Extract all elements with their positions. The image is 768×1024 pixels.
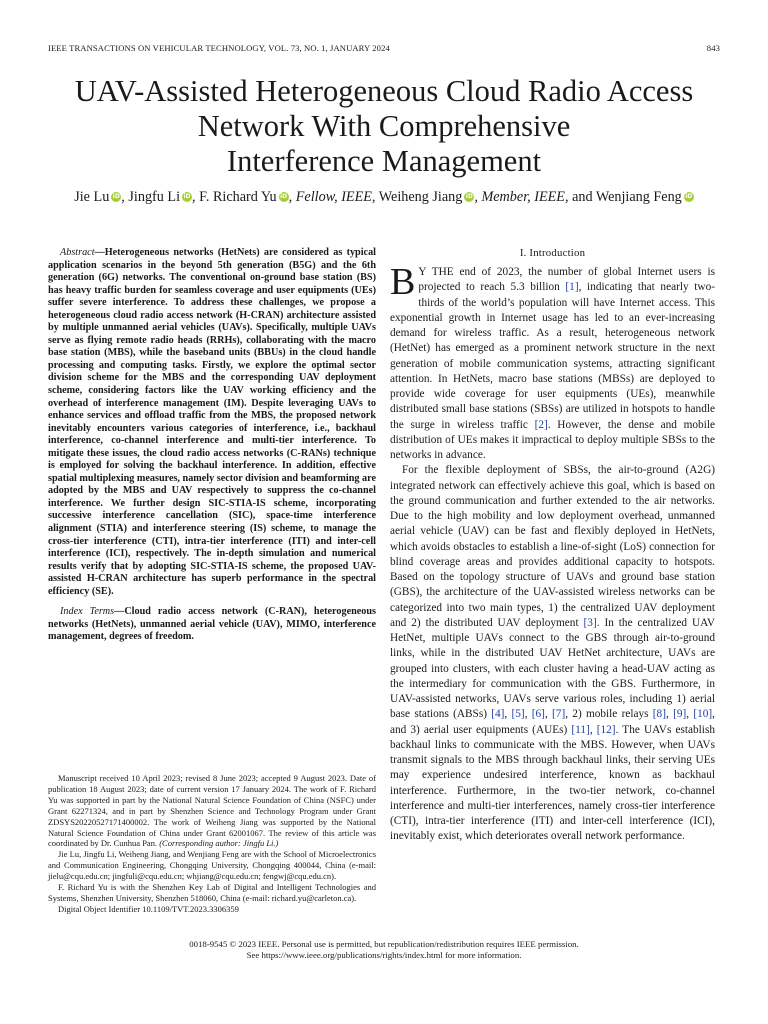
author-name: Wenjiang Feng [595,189,682,205]
paper-title [40,74,728,179]
running-head [48,43,720,53]
abstract-text: Heterogeneous networks (HetNets) are considered as typical application scenarios in the beyond 5th generation (B5G) and the 6th generation (6G) networks. The conventional on-ground base station (BS) has heavy traffic burden for seamless coverage and user equipments (UEs) suffer severe interference. To address these challenges, we propose a heterogeneous cloud radio access network (H-CRAN) architecture assisted by multiple unmanned aerial vehicles (UAVs). Specifically, multiple UAVs serve as flying remote radio heads (RRHs), collaborating with the macro base station (MBS), while the baseband units (BBUs) in the cloud handle processing and computing tasks. Firstly, we explore the optimal sector division scheme for the MBS and the corresponding UAV deployment scheme, considering factors like the UAV working efficiency and the overhead of interference management (IM). Despite leveraging UAVs to enhance services and offload traffic from the MBS, the proposed network inevitably encounters various categories of interference, i.e., backhaul interference, co-channel interference and multi-tier interference. To mitigate these issues, the cloud radio access networks (C-RANs) technique is employed for solving the backhaul interference. In addition, effective spatial multiplexing measures, namely sector division and beamforming are adopted by the MBS and UAV respectively to suppress the co-channel interference. We further design SIC-STIA-IS scheme, incorporating successive interference cancellation (SIC), space-time interference alignment (STIA) and interference steering (IS) scheme, to manage the cross-tier interference (CTI), intra-tier interference (ITI) and inter-cell interference (ICI), respectively. The in-depth simulation and numerical results verify that by adopting SIC-STIA-IS scheme, the proposed UAV-assisted H-CRAN architecture has superb performance in the spectral efficiency (SE). [48,247,376,597]
orcid-icon[interactable]: iD [685,193,693,200]
page-number: 843 [706,43,720,53]
corresponding-author: (Corresponding author: Jingfu Li.) [159,838,279,849]
author-list: Jie Lu iD, Jingfu Li iD, F. Richard Yu iD, Fellow, IEEE, Weiheng Jiang iD, Member, IEEE, and Wenjiang Feng iD [74,189,693,205]
author-name: F. Richard Yu [199,189,277,205]
citation-link[interactable]: [6] [531,708,545,721]
section-heading: I. Introduction [519,247,586,259]
author-name: Weiheng Jiang [378,189,463,205]
intro-paragraph: For the flexible deployment of SBSs, the air-to-ground (A2G) integrated network can effectively achieve this goal, which is based on the ground communication and further extended to the air networks. Due to the high mobility and low deployment overhead, unmanned aerial vehicle (UAV) can be fast and flexibly deployed in HetNets, which avoids obstacles to establish a line-of-sight (LoS) connection for blind coverage areas and provides additional capacity to hotspots. Based on the topology structure of UAVs and ground base station (GBS), the architecture of the UAV-assisted wireless networks can be categorized into two main types, 1) the centralized UAV deployment and 2) the distributed UAV deployment [3]. In the centralized UAV HetNet, multiple UAVs connect to the GBS through air-to-ground links, while in the distributed UAV HetNet architecture, UAVs are grouped into clusters, with each cluster having a head-UAV acting as the intermediary for communication with the GBS. Furthermore, in UAV-assisted networks, UAVs serve various roles, including 1) aerial base stations (ABSs) [4], [5], [6], [7], 2) mobile relays [8], [9], [10], and 3) aerial user equipments (AUEs) [11], [12]. The UAVs establish backhaul links to communicate with the MBS. However, when UAVs transmit signals to the MBS through backhaul links, their serving UEs may experience undesired interference, known as backhaul interference. Furthermore, in the two-tier network, co-channel interference and multi-tier interferences, namely cross-tier interference (CTI), intra-tier interference (ITI) and inter-cell interference (ICI), inevitably exist, which deteriorates overall network performance. [390,464,716,843]
copyright-line: See https://www.ieee.org/publications/rights/index.html for more information. [246,950,522,960]
index-terms-label: Index Terms [60,606,115,618]
citation-link[interactable]: [4] [491,708,505,721]
citation-link[interactable]: [8] [652,708,666,721]
citation-link[interactable]: [11] [571,723,590,736]
citation-link[interactable]: [1] [565,281,579,294]
title-line: Interference Management [226,144,542,178]
footnote-doi: Digital Object Identifier 10.1109/TVT.2023.3306359 [58,903,239,914]
citation-link[interactable]: [7] [552,708,566,721]
footnote-affiliation: Jie Lu, Jingfu Li, Weiheng Jiang, and Wenjiang Feng are with the School of Microelectronics and Communication Engineering, Chongqing University, Chongqing 400044, China (e-mail: jielu@cqu.edu.cn; jingfuli@cqu.edu.cn; whjiang@cqu.edu.cn; fengwj@cqu.edu.cn). [48,849,376,882]
intro-paragraph: B Y THE end of 2023, the number of global Internet users is projected to reach 5.3 billion [1], indicating that nearly two-thirds of the world’s population will have Internet access. This exponential growth in Internet usage has led to an ever-increasing demand for wireless traffic. As a result, heterogeneous network (HetNet) has emerged as a prominent network structure in the next generation of mobile communication systems, attracting significant attention. In HetNets, macro base stations (MBSs) are deployed to provide wide coverage for user equipments (UEs), meanwhile distributed small base stations (SBSs) are utilized in hotspots to handle the surge in wireless traffic [2]. However, the dense and mobile distribution of UEs makes it impractical to deploy multiple SBSs to the networks in advance. [390,261,715,461]
author-name: Jingfu Li [128,189,181,205]
abstract-label: Abstract [60,247,95,258]
author-name: Jie Lu [74,189,110,205]
orcid-icon[interactable]: iD [465,193,473,200]
index-terms-text: Cloud radio access network (C-RAN), heterogeneous networks (HetNets), unmanned aerial vehicle (UAV), MIMO, interference management, degrees of freedom. [48,606,376,643]
abstract: Abstract—Heterogeneous networks (HetNets) are considered as typical application scenarios in the beyond 5th generation (B5G) and the 6th generation (6G) networks. The conventional on-ground base station (BS) has heavy traffic burden for seamless coverage and user equipments (UEs) suffer severe interference. To address these challenges, we propose a heterogeneous cloud radio access network (H-CRAN) architecture assisted by multiple unmanned aerial vehicles (UAVs). Specifically, multiple UAVs serve as flying remote radio heads (RRHs), collaborating with the macro base station (MBS), while the baseband units (BBUs) in the cloud handle processing and computing tasks. Firstly, we explore the optimal sector division scheme for the MBS and the corresponding UAV deployment scheme, considering factors like the UAV working efficiency and the overhead of interference management (IM). Despite leveraging UAVs to enhance services and offload traffic from the MBS, the proposed network inevitably encounters various categories of interference, i.e., backhaul interference, co-channel interference and multi-tier interference. To mitigate these issues, the cloud radio access networks (C-RANs) technique is employed for solving the backhaul interference. In addition, effective spatial multiplexing measures, namely sector division and beamforming are adopted by the MBS and UAV respectively to suppress the co-channel interference. We further design SIC-STIA-IS scheme, incorporating successive interference cancellation (SIC), space-time interference alignment (STIA) and interference steering (IS) scheme, to manage the cross-tier interference (CTI), intra-tier interference (ITI) and inter-cell interference (ICI), respectively. The in-depth simulation and numerical results verify that by adopting SIC-STIA-IS scheme, the proposed UAV-assisted H-CRAN architecture has superb performance in the spectral efficiency (SE). [48,247,376,597]
citation-link[interactable]: [2] [534,418,548,431]
title-line: Network With Comprehensive [197,109,571,143]
drop-cap: B [390,261,416,303]
citation-link[interactable]: [12] [596,723,616,736]
journal-name: IEEE TRANSACTIONS ON VEHICULAR TECHNOLOGY, VOL. 73, NO. 1, JANUARY 2024 [48,43,390,53]
citation-link[interactable]: [10] [693,708,713,721]
author-role: , Fellow, IEEE [288,189,372,205]
footnote-manuscript: Manuscript received 10 April 2023; revised 8 June 2023; accepted 9 August 2023. Date of publication 18 August 2023; date of current version 17 January 2024. The work of F. Richard Yu was supported in part by the National Natural Science Foundation of China (NSFC) under Grant 62271324, and in part by Shenzhen Science and Technology Program under Grant ZDSYS20220527171400002. The work of Weiheng Jiang was supported by the National Natural Science Foundation of China under Grant 62001067. The review of this article was coordinated by Dr. Cunhua Pan. (Corresponding author: Jingfu Li.) [48,773,376,849]
left-column [48,247,376,644]
right-column [390,247,715,845]
footnote-affiliation: F. Richard Yu is with the Shenzhen Key Lab of Digital and Intelligent Technologies and Systems, Shenzhen University, Shenzhen 518060, China (e-mail: richard.yu@carleton.ca). [48,882,376,903]
copyright-notice [0,939,768,961]
orcid-icon[interactable]: iD [280,193,288,200]
author-role: , Member, IEEE [474,189,565,205]
citation-link[interactable]: [3] [583,616,597,629]
footnotes [48,773,376,915]
citation-link[interactable]: [5] [511,708,525,721]
orcid-icon[interactable]: iD [112,193,120,200]
index-terms: Index Terms—Cloud radio access network (C-RAN), heterogeneous networks (HetNets), unmanned aerial vehicle (UAV), MIMO, interference management, degrees of freedom. [48,606,376,643]
citation-link[interactable]: [9] [673,708,687,721]
title-line: UAV-Assisted Heterogeneous Cloud Radio Access [74,74,694,108]
copyright-line: 0018-9545 © 2023 IEEE. Personal use is permitted, but republication/redistribution requires IEEE permission. [189,939,579,949]
orcid-icon[interactable]: iD [183,193,191,200]
